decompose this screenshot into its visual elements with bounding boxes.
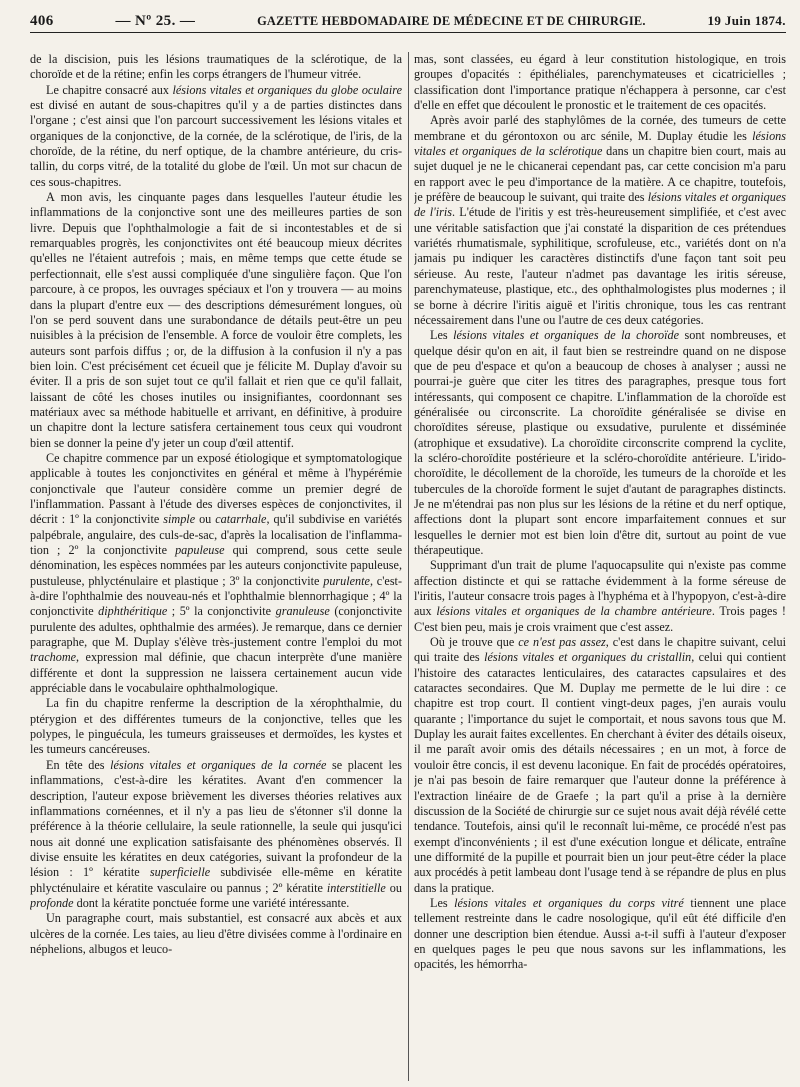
text-run: , celui qui contient l'histoire des cataractes lenticulaires, des cataractes capsulaires et des cataractes secondaires. Que M. Duplay me permette de le lui dire : ce chapitre est trop court. Il contient vingt-deux pages, j'en aurais voulu quarante ; l'importance du sujet le comportait, et nous savons tous que M. Duplay les aurait faites excellentes. En cherchant à éviter des détails oiseux, il me paraît avoir omis des détails nécessaires ; en un mot, à force de vouloir être concis, il est devenu laconique. En fait de procédés opératoires, je n'ai pas besoin de faire remarquer que l'auteur donne la préférence à l'extraction linéaire de de Graefe ; la part qu'il a prise à la dernière discussion de la Société de chirurgie sur ce sujet nous avait déjà révélé cette tendance. Toutefois, ainsi qu'il le reconnaît lui-même, ce procédé n'est pas exempt d'inconvénients ; il est d'une exécution longue et délicate, entraîne une difformité de la pupille et pourrait bien un jour peut-être céder la place aux procédés à petit lambeau dont l'usage tend à se répandre de plus en plus dans la pratique. bbox=[414, 650, 786, 895]
italic-text-run: lésions vitales et organiques de l'iris bbox=[414, 190, 786, 220]
text-run: qui comprend, sous cette seule dénomination, les espèces nommées par les auteurs conjonctivite papuleuse, pustuleuse, phlycténulaire et plastique ; 3º la conjonctivite bbox=[30, 543, 402, 588]
italic-text-run: lésions vitales et organiques du globe oculaire bbox=[172, 82, 402, 97]
paragraph bbox=[30, 451, 402, 697]
journal-title: GAZETTE HEBDOMADAIRE DE MÉDECINE ET DE CHIRURGIE. bbox=[257, 13, 646, 28]
text-run: sont nombreuses, et quelque désir qu'on en ait, il faut bien se restreindre quand on ne dispose que de peu d'espace et qu'on a beaucoup de choses à analyser ; aussi ne pourrai-je guère que citer les titres des paragraphes, presque tous fort intéressants, qui composent ce chapitre. L'inflammation de la choroïde est généralisée ou circonscrite. La choroïdite généralisée se divise en choroïdites séreuse, plastique ou exsudative, purulente et disséminée (atrophique et exsudative). La choroïdite circonscrite comprend la cyclite, la scléro-choroïdite postérieure et la scléro-choroïdite antérieure. L'irido-choroïdite, le décollement de la choroïde, les tumeurs de la choroïde et les tubercules de la choroïde forment le sujet d'autant de paragraphes distincts. Je ne m'étendrai pas non plus sur les lésions de la rétine et du nerf optique, affections dont la plupart sont encore imparfaitement connues et sur lesquelles le dernier mot est bien loin d'être dit, surtout au point de vue thérapeutique. bbox=[414, 328, 786, 557]
text-run: , c'est dans le chapitre suivant, celui qui traite des bbox=[414, 635, 786, 665]
italic-text-run: lésions vitales et organiques de la choroïde bbox=[453, 328, 680, 343]
text-run: ou bbox=[385, 880, 402, 895]
italic-text-run: superficielle bbox=[149, 865, 211, 880]
paragraph bbox=[30, 52, 402, 83]
text-run: dont la kératite ponctuée forme une variété intéressante. bbox=[73, 895, 350, 910]
text-run: , c'est-à-dire l'ophthalmie des nouveau-nés et l'ophthalmie blennorrhagique ; 4º la conjonctivite bbox=[30, 573, 402, 619]
italic-text-run: diphthéritique bbox=[98, 604, 168, 619]
issue-date: 19 Juin 1874. bbox=[707, 13, 786, 28]
text-run: (conjonctivite purulente des adultes, ophthalmie des armées). Je remarque, dans ce dernier paragraphe, que M. Duplay s'élève très-justement contre l'emploi du mot bbox=[30, 604, 402, 650]
paragraph bbox=[30, 83, 402, 190]
paragraph bbox=[414, 896, 786, 973]
text-run: est divisé en autant de sous-chapitres qu'il y a de parties distinctes dans l'organe ; c'est ainsi que l'on parcourt successivement les lésions vitales et organiques de la conjonctive, de la cornée, de la sclérotique, de l'iris, de la choroïde, de la rétine, du nerf optique, de la chambre antérieure, du cristallin, du corps vitré, de la totalité du globe de l'œil. Un mot sur chacun de ces sous-chapitres. bbox=[30, 98, 402, 189]
paragraph bbox=[414, 635, 786, 896]
text-run: Supprimant d'un trait de plume l'aquocapsulite qui n'existe pas comme affection distincte et qui se rattache évidemment à la forme séreuse de l'iritis, l'auteur consacre trois pages à l'hyphéma et à l'hypopyon, c'est-à-dire aux bbox=[414, 558, 786, 619]
text-run: tiennent une place tellement restreinte dans le cadre nosologique, qu'il eût été difficile d'en donner une description bien étendue. Aussi a-t-il suffi à l'auteur d'exposer en quelques pages le peu que nous savons sur les inflammations, les opacités, les hémorrha- bbox=[414, 895, 786, 972]
text-run: Après avoir parlé des staphylômes de la cornée, des tumeurs de cette membrane et du gérontoxon ou arc sénile, M. Duplay étudie les bbox=[414, 113, 786, 143]
text-run: Un paragraphe court, mais substantiel, est consacré aux abcès et aux ulcères de la cornée. Les taies, au lieu d'être divisées comme à l'ordinaire en néphelions, albugos et leuco- bbox=[30, 911, 402, 956]
text-run: . L'étude de l'iritis y est très-heureusement simplifiée, et c'est avec une véritable satisfaction que j'ai constaté la disparition de ces prétendues variétés rhumatismale, syphilitique, scrofuleuse, etc., variétés dont on n'a jamais pu indiquer les caractères distinctifs d'une façon tant soit peu sérieuse. Au reste, l'auteur n'admet pas davantage les iritis séreuse, parenchymateuse, plastique, etc., des ophthalmologistes plus modernes ; il se borne à décrire l'iritis aiguë et l'iritis chronique, tous les cas rentrant nécessairement dans l'une ou l'autre de ces deux catégories. bbox=[414, 205, 786, 327]
page-header bbox=[30, 10, 786, 33]
italic-text-run: lésions vitales et organiques de la cornée bbox=[110, 757, 327, 772]
text-run: Ce chapitre commence par un exposé étiologique et symptomatologique applicable à toutes les conjonctivites en général et même à l'hypérémie conjonctivale que l'auteur considère comme un premier degré de l'inflammation. Passant à l'étude des diverses espèces de conjonctivites, il décrit : 1º la conjonctivite bbox=[30, 450, 402, 527]
italic-text-run: ce n'est pas assez bbox=[518, 635, 606, 650]
text-run: Les bbox=[430, 328, 454, 343]
italic-text-run: lésions vitales et organiques du corps vitré bbox=[454, 895, 684, 910]
text-run: se placent les inflammations, c'est-à-dire les kératites. Avant d'en commencer la description, l'auteur expose brièvement les diverses théories relatives aux inflammations cornéennes, et il n'y a pas lieu de s'étonner s'il donne la préférence à la théorie cellulaire, la seule rationnelle, la seule qui jusqu'ici nous ait donné une explication satisfaisante des phénomènes observés. Il divise ensuite les kératites en deux catégories, suivant la profondeur de la lésion : 1º kératite bbox=[30, 757, 402, 880]
paragraph bbox=[30, 758, 402, 911]
text-run: En tête des bbox=[46, 757, 111, 772]
italic-text-run: granuleuse bbox=[275, 604, 330, 619]
italic-text-run: lésions vitales et organiques du cristallin bbox=[484, 650, 692, 665]
text-run: , expression mal définie, que chacun interprète d'une manière différente et dont la suppression ne laissera certainement aucun vide appréciable dans le vocabulaire ophthalmologique. bbox=[30, 650, 402, 696]
paragraph bbox=[414, 558, 786, 635]
right-column bbox=[414, 52, 786, 1081]
text-run: , qu'il subdivise en variétés palpébrale, angulaire, des culs-de-sac, d'après la localisation de l'inflammation ; 2º la conjonctivite bbox=[30, 512, 402, 557]
paragraph bbox=[414, 52, 786, 113]
text-run: Où je trouve que bbox=[430, 635, 519, 650]
italic-text-run: lésions vitales et organiques de la sclérotique bbox=[414, 128, 786, 159]
text-columns bbox=[30, 52, 786, 1081]
issue-number: — Nº 25. — bbox=[115, 12, 196, 29]
column-divider bbox=[408, 52, 409, 1081]
text-run: La fin du chapitre renferme la description de la xérophthalmie, du ptérygion et des différentes tumeurs de la conjonctive, telles que les polypes, le pinguécula, les tumeurs graisseuses et dermoïdes, les kystes et les tumeurs cancéreuses. bbox=[30, 696, 402, 757]
paragraph bbox=[30, 696, 402, 757]
paragraph bbox=[30, 911, 402, 957]
text-run: . Trois pages ! C'est bien peu, mais je crois vraiment que c'est assez. bbox=[414, 604, 786, 634]
text-run: ; 5º la conjonctivite bbox=[167, 604, 276, 619]
text-run: Le chapitre consacré aux bbox=[46, 82, 173, 97]
text-run: ou bbox=[195, 512, 216, 527]
italic-text-run: trachome bbox=[30, 650, 77, 665]
italic-text-run: interstitielle bbox=[326, 880, 386, 895]
italic-text-run: profonde bbox=[30, 895, 74, 910]
paragraph bbox=[414, 328, 786, 558]
text-run: mas, sont classées, eu égard à leur constitution histologique, en trois groupes d'opacités : épithéliales, parenchymateuses et cicatricielles ; classification dont l'importance pratique n'échappera à personne, car c'est d'elle en effet que découlent le pronostic et le traitement de ces opacités. bbox=[414, 52, 786, 113]
text-run: A mon avis, les cinquante pages dans lesquelles l'auteur étudie les inflammations de la conjonctive sont une des meilleures parties de son livre. Depuis que l'ophthalmologie a fait de si incontestables et de si remarquables progrès, les conjonctivites ont été beaucoup mieux décrites qu'elles ne l'étaient autrefois ; mais, en même temps que cette étude se perfectionnait, elle s'est aussi compliquée d'une singulière façon. Que l'on parcoure, à ce propos, les ouvrages spéciaux et l'on y trouvera — au moins dans la plupart d'entre eux — des descriptions démesurément longues, où l'on se perd souvent dans une surabondance de détails peut-être un peu nuisibles à la précision de l'ensemble. A force de vouloir être complets, les auteurs sont parfois diffus ; or, de la diffusion à la confusion il n'y a pas bien loin. C'est précisément cet écueil que je félicite M. Duplay d'avoir su éviter. Il a pris de son sujet tout ce qu'il fallait et rien que ce qu'il fallait, laissant de côté les choses inutiles ou insignifiantes, coordonnant ses matériaux avec sa méthode habituelle et arrivant, en définitive, à produire un chapitre dont la lecture satisfera certainement tous ceux qui voudront bien se donner la peine d'y jeter un coup d'œil attentif. bbox=[30, 190, 402, 450]
paragraph bbox=[30, 190, 402, 451]
text-run: subdivisée elle-même en kératite phlycténulaire et kératite vasculaire ou pannus ; 2º kératite bbox=[30, 865, 402, 895]
paragraph bbox=[414, 113, 786, 328]
italic-text-run: lésions vitales et organiques de la chambre antérieure bbox=[436, 604, 712, 619]
page-number: 406 bbox=[30, 12, 54, 29]
italic-text-run: catarrhale bbox=[215, 512, 267, 527]
text-run: de la discision, puis les lésions traumatiques de la sclérotique, de la choroïde et de la rétine; enfin les corps étrangers de l'humeur vitrée. bbox=[30, 52, 402, 82]
italic-text-run: purulente bbox=[323, 573, 370, 588]
italic-text-run: simple bbox=[163, 512, 196, 527]
text-run: dans un chapitre bien court, mais au sujet duquel je ne le chicanerai cependant pas, car cette concision m'a paru en rapport avec le peu d'importance de la matière. A ce chapitre, toutefois, je préfère de beaucoup le suivant, qui traite des bbox=[414, 144, 786, 205]
text-run: Les bbox=[430, 895, 455, 910]
left-column bbox=[30, 52, 402, 1081]
italic-text-run: papuleuse bbox=[175, 543, 225, 557]
